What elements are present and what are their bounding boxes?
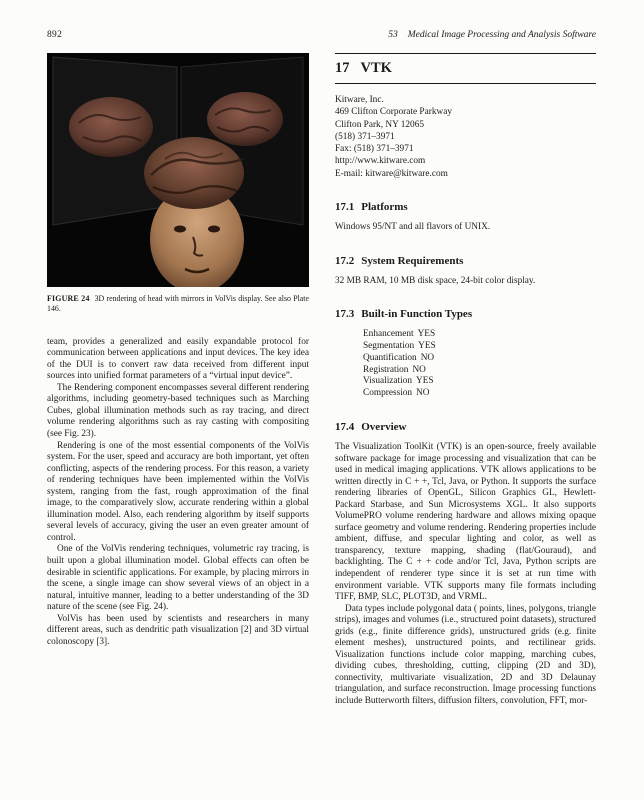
subsection-title: Built-in Function Types [361, 308, 473, 321]
function-value: NO [412, 364, 426, 375]
subsection-number: 17.2 [335, 254, 355, 267]
running-title-text: Medical Image Processing and Analysis Software [407, 30, 596, 40]
section-title [335, 60, 596, 76]
function-value: YES [418, 340, 436, 351]
exposed-brain [144, 137, 244, 209]
vendor-url: http://www.kitware.com [335, 156, 426, 167]
chapter-number: 53 [388, 30, 398, 40]
function-name: Compression [363, 388, 413, 399]
function-name: Visualization [363, 376, 413, 387]
function-type-row [363, 329, 596, 341]
function-name: Quantification [363, 352, 417, 363]
function-type-list [363, 329, 596, 400]
subsection-title: System Requirements [361, 254, 464, 267]
subsection-heading-platforms [335, 201, 596, 213]
system-requirements-text: 32 MB RAM, 10 MB disk space, 24-bit color display. [335, 275, 536, 286]
vendor-phone: (518) 371–3971 [335, 131, 395, 142]
right-eye [208, 226, 220, 233]
page-number: 892 [47, 30, 63, 40]
brain-reflection-right [207, 92, 283, 146]
paragraph: The Rendering component encompasses several different rendering algorithms, including geometry-based techniques such as Marching Cubes, global illumination methods such as ray tracing, and direct volume rendering algorithms such as ray casting with compositing (see Fig. 23). [47, 382, 309, 439]
function-name: Registration [363, 364, 409, 375]
left-eye [174, 226, 186, 233]
head-with-exposed-brain [144, 137, 244, 287]
subsection-heading-overview [335, 421, 596, 433]
paragraph: One of the VolVis rendering techniques, volumetric ray tracing, is built upon a global illumination model. Global effects can often be desirable in scientific applications. For example, by placing mirrors in the scene, a single image can show several views of an object in a natural, intuitive manner, leading to a better understanding of the 3D nature of the scene (see Fig. 24). [47, 544, 309, 613]
function-type-row [363, 353, 596, 365]
vendor-address-line: Clifton Park, NY 12065 [335, 119, 425, 130]
subsection-title: Overview [361, 420, 407, 433]
function-value: NO [416, 388, 430, 399]
overview-text [335, 442, 596, 708]
subsection-number: 17.3 [335, 308, 355, 321]
paragraph: VolVis has been used by scientists and researchers in many different areas, such as dendritic path visualization [2] and 3D virtual colonoscopy [3]. [47, 613, 309, 647]
section-heading-block [335, 53, 596, 84]
function-name: Enhancement [363, 329, 414, 340]
page-header [47, 30, 596, 40]
figure-image [47, 53, 309, 287]
paragraph: Rendering is one of the most essential components of the VolVis system. For the user, speed and accuracy are both important, yet often conflicting, aspects of the rendering process. For this reason, a variety of rendering techniques have been implemented within the VolVis system, ranging from the fast, rough approximation of the final image, to the comparatively slow, accurate rendering within a global illumination model. Also, each rendering algorithm by itself supports several levels of accuracy, giving the user an even greater amount of control. [47, 440, 309, 543]
figure-caption-label: FIGURE 24 [47, 294, 90, 303]
figure-caption-text: 3D rendering of head with mirrors in VolVis display. See also Plate 146. [47, 294, 309, 313]
subsection-heading-system-requirements [335, 255, 596, 267]
left-column [47, 53, 309, 708]
subsection-number: 17.4 [335, 420, 355, 433]
vendor-address-line: 469 Clifton Corporate Parkway [335, 107, 452, 118]
paragraph: The Visualization ToolKit (VTK) is an open-source, freely available software package for image processing and visualization that can be used in medical imaging applications. VTK allows applications to be written directly in C + +, Tcl, Java, or Python. It supports the surface rendering libraries of OpenGL, Silicon Graphics GL, Hewlett-Packard Starbase, and Sun Microsystems XGL. It also supports VolumePRO volume rendering hardware and allows mixing opaque surface geometry and volume rendering. Rendering properties include ambient, diffuse, and specular lighting and color, as well as transparency, texture mapping, shading (flat/Gouraud), and backlighting. The C + + code and/or Tcl, Java, Python scripts are independent of renderer type since it is set at run time with environment variable. VTK supports many file formats including TIFF, BMP, SLC, PLOT3D, and VRML. [335, 441, 596, 603]
head-rendering-graphic [47, 53, 309, 287]
paragraph: team, provides a generalized and easily expandable protocol for communication between applications and input devices. The key idea of the DUI is to convert raw data received from different input sources into unified format parameters of a “virtual input device”. [47, 336, 309, 382]
function-value: YES [417, 329, 436, 340]
function-type-row [363, 341, 596, 353]
platforms-text: Windows 95/NT and all flavors of UNIX. [335, 222, 491, 233]
figure-24 [47, 53, 309, 314]
subsection-title: Platforms [361, 201, 408, 214]
running-title [388, 30, 596, 40]
subsection-number: 17.1 [335, 201, 355, 214]
subsection-heading-builtin-function-types [335, 308, 596, 320]
function-type-row [363, 365, 596, 377]
function-value: YES [416, 376, 434, 387]
vendor-name: Kitware, Inc. [335, 95, 384, 105]
section-number: 17 [335, 60, 350, 76]
vendor-fax: Fax: (518) 371–3971 [335, 144, 414, 155]
function-type-row [363, 376, 596, 388]
vendor-contact-block [335, 94, 596, 180]
function-name: Segmentation [363, 340, 415, 351]
function-value: NO [420, 352, 435, 363]
function-type-row [363, 388, 596, 400]
paragraph: Data types include polygonal data ( points, lines, polygons, triangle strips), images and volumes (i.e., structured point datasets), structured grids (e.g., finite difference grids), unstructured grids (e.g. finite element meshes), unstructured points, and rectilinear grids. Visualization functions include color mapping, marching cubes, dividing cubes, thresholding, cutting, clipping (2D and 3D), connectivity, multivariate visualization, 2D and 3D Delaunay triangulation, and surface reconstruction. Image processing functions include Butterworth filters, diffusion filters, convolution, FFT, mor- [335, 603, 596, 706]
two-column-layout [47, 53, 596, 708]
brain-reflection-left [69, 97, 153, 157]
right-column [335, 53, 596, 708]
vendor-email: E-mail: kitware@kitware.com [335, 168, 448, 179]
figure-caption [47, 294, 309, 314]
section-name: VTK [360, 60, 392, 76]
